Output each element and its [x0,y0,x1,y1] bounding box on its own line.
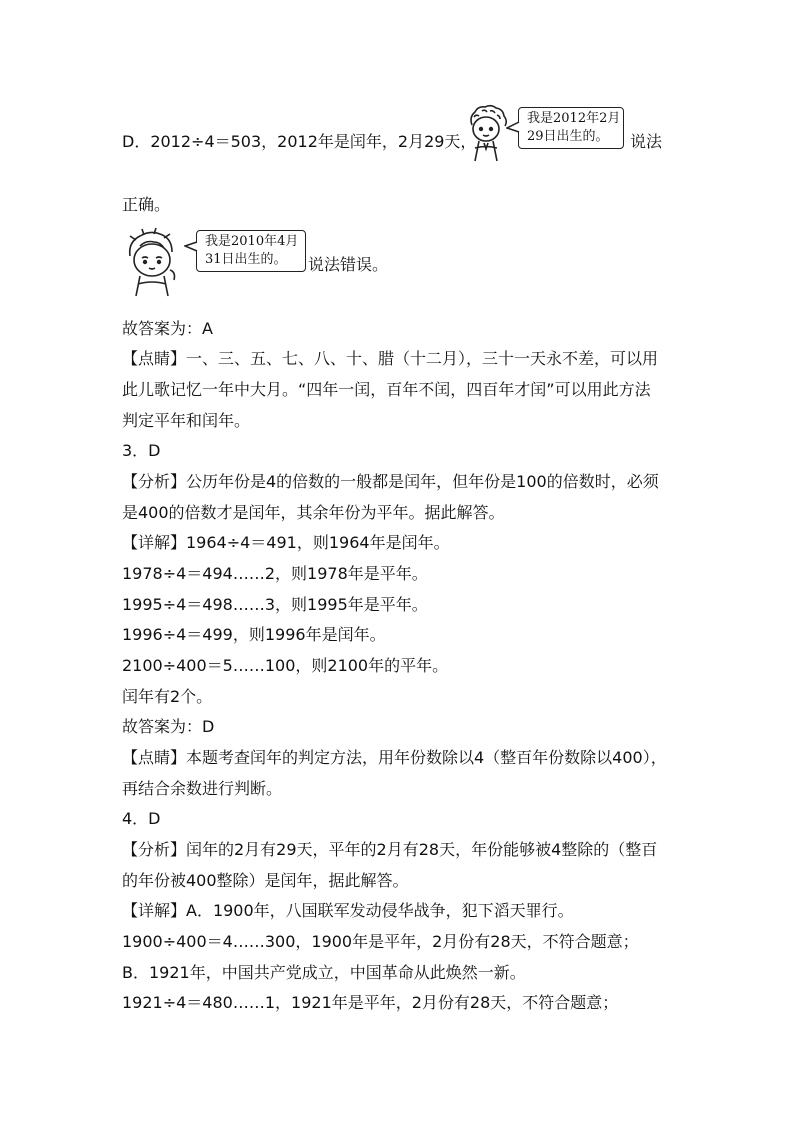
tip-line: 【点睛】本题考查闰年的判定方法，用年份数除以4（整百年份数除以400）， [122,748,667,767]
bubble-tail-icon [184,240,198,254]
question-number: 3．D [122,441,161,460]
detail-line: 【详解】1964÷4＝491，则1964年是闰年。 [122,533,450,552]
answer-d-statement: D．2012÷4＝503，2012年是闰年，2月29天， [122,132,477,151]
detail-line: 1921÷4＝480……1，1921年是平年，2月份有28天，不符合题意； [122,993,619,1012]
detail-line: 1978÷4＝494……2，则1978年是平年。 [122,564,428,583]
detail-line: B．1921年，中国共产党成立，中国革命从此焕然一新。 [122,963,526,982]
question-number: 4．D [122,809,161,828]
analysis-line: 是400的倍数才是闰年，其余年份为平年。据此解答。 [122,503,505,522]
detail-line: 2100÷400＝5……100，则2100年的平年。 [122,656,449,675]
statement-wrong: 说法错误。 [308,255,389,274]
detail-line: 【详解】A．1900年，八国联军发动侵华战争，犯下滔天罪行。 [122,901,574,920]
analysis-line: 的年份被400整除）是闰年，据此解答。 [122,871,409,890]
bubble-tail-icon [506,120,520,134]
speech-bubble-2010 [196,230,306,272]
detail-line: 闰年有2个。 [122,687,213,706]
detail-line: 1995÷4＝498……3，则1995年是平年。 [122,595,428,614]
child-figure-icon [122,226,184,298]
bubble-text-line: 我是2010年4月 [205,234,299,249]
detail-line: 1996÷4＝499，则1996年是闰年。 [122,625,386,644]
bubble-text-line: 我是2012年2月 [527,111,621,126]
analysis-line: 【分析】公历年份是4的倍数的一般都是闰年，但年份是100的倍数时，必须 [122,472,659,491]
bubble-text-line: 31日出生的。 [205,252,287,267]
speech-bubble-2012 [518,107,624,149]
statement-correct: 正确。 [122,195,171,214]
tip-line: 判定平年和闰年。 [122,411,251,430]
tip-line: 【点睛】一、三、五、七、八、十、腊（十二月），三十一天永不差，可以用 [122,349,659,368]
analysis-line: 【分析】闰年的2月有29天，平年的2月有28天，年份能够被4整除的（整百 [122,840,658,859]
detail-line: 1900÷400＝4……300，1900年是平年，2月份有28天，不符合题意； [122,932,639,951]
answer-line: 故答案为：D [122,717,215,736]
tip-line: 此儿歌记忆一年中大月。“四年一闰，百年不闰，四百年才闰”可以用此方法 [122,380,651,399]
statement-suffix: 说法 [630,132,663,151]
bubble-text-line: 29日出生的。 [527,129,609,144]
tip-line: 再结合余数进行判断。 [122,779,283,798]
child-figure-icon [462,103,510,163]
answer-line: 故答案为：A [122,319,213,338]
